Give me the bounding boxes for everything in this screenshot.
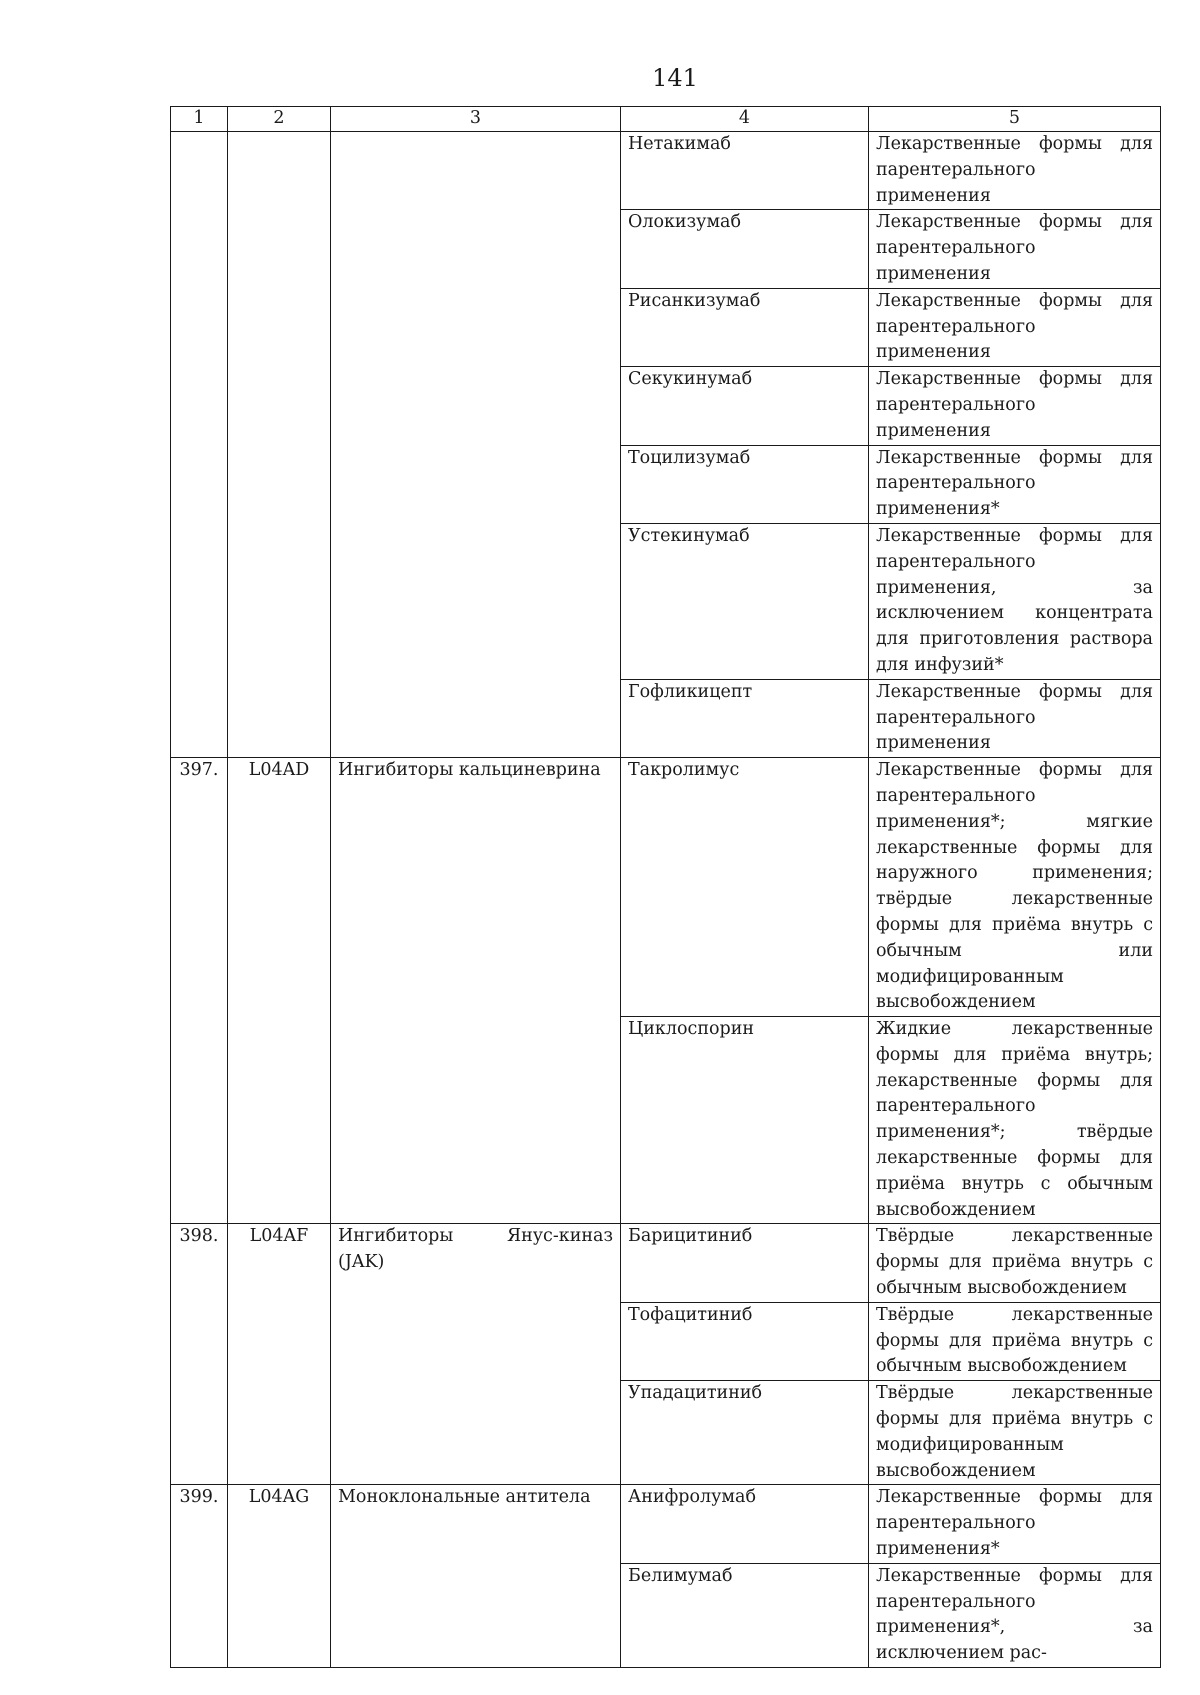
drug-name-cell: Тофацитиниб (621, 1302, 869, 1380)
group-name-cell: Ингибиторы кальциневрина (331, 758, 621, 1224)
drug-name-cell: Тоцилизумаб (621, 445, 869, 523)
column-number: 5 (869, 107, 1161, 132)
drug-name-cell: Циклоспорин (621, 1017, 869, 1224)
drug-name-cell: Барицитиниб (621, 1224, 869, 1302)
atc-code-cell: L04AF (228, 1224, 331, 1485)
drug-name-cell: Упадацитиниб (621, 1381, 869, 1485)
group-name-cell: Моноклональные антитела (331, 1485, 621, 1668)
atc-code-cell: L04AD (228, 758, 331, 1224)
column-number: 2 (228, 107, 331, 132)
drug-name-cell: Олокизумаб (621, 210, 869, 288)
drug-table (170, 106, 1161, 1668)
dosage-form-cell: Твёрдые лекарственные формы для приёма внутрь с обычным высвобождением (869, 1302, 1161, 1380)
dosage-form-cell: Твёрдые лекарственные формы для приёма внутрь с обычным высвобождением (869, 1224, 1161, 1302)
drug-name-cell: Секукинумаб (621, 367, 869, 445)
column-number: 3 (331, 107, 621, 132)
table-row (171, 132, 1161, 210)
atc-code-cell (228, 132, 331, 758)
group-name-cell (331, 132, 621, 758)
drug-name-cell: Устекинумаб (621, 523, 869, 679)
row-number-cell (171, 132, 228, 758)
column-number: 4 (621, 107, 869, 132)
column-number-row (171, 107, 1161, 132)
dosage-form-cell: Лекарственные формы для парентерального применения*, за исключением рас- (869, 1563, 1161, 1667)
row-number-cell: 399. (171, 1485, 228, 1668)
table-row (171, 1224, 1161, 1302)
dosage-form-cell: Твёрдые лекарственные формы для приёма внутрь с модифицированным высвобождением (869, 1381, 1161, 1485)
drug-name-cell: Рисанкизумаб (621, 288, 869, 366)
table-row (171, 1485, 1161, 1563)
dosage-form-cell: Лекарственные формы для парентерального применения* (869, 1485, 1161, 1563)
row-number-cell: 397. (171, 758, 228, 1224)
group-name-cell: Ингибиторы Янус-киназ (JAK) (331, 1224, 621, 1485)
dosage-form-cell: Жидкие лекарственные формы для приёма внутрь; лекарственные формы для парентерального применения*; твёрдые лекарственные формы для приёма внутрь с обычным высвобождением (869, 1017, 1161, 1224)
dosage-form-cell: Лекарственные формы для парентерального применения (869, 288, 1161, 366)
table-row (171, 758, 1161, 1017)
page-number: 141 (652, 64, 698, 92)
dosage-form-cell: Лекарственные формы для парентерального применения (869, 679, 1161, 757)
column-number: 1 (171, 107, 228, 132)
dosage-form-cell: Лекарственные формы для парентерального применения (869, 367, 1161, 445)
drug-name-cell: Нетакимаб (621, 132, 869, 210)
drug-name-cell: Анифролумаб (621, 1485, 869, 1563)
row-number-cell: 398. (171, 1224, 228, 1485)
drug-name-cell: Гофликицепт (621, 679, 869, 757)
dosage-form-cell: Лекарственные формы для парентерального применения (869, 132, 1161, 210)
dosage-form-cell: Лекарственные формы для парентерального применения*; мягкие лекарственные формы для наружного применения; твёрдые лекарственные формы для приёма внутрь с обычным или модифицированным высвобождением (869, 758, 1161, 1017)
dosage-form-cell: Лекарственные формы для парентерального применения, за исключением концентрата для приготовления раствора для инфузий* (869, 523, 1161, 679)
atc-code-cell: L04AG (228, 1485, 331, 1668)
drug-name-cell: Такролимус (621, 758, 869, 1017)
dosage-form-cell: Лекарственные формы для парентерального применения* (869, 445, 1161, 523)
drug-name-cell: Белимумаб (621, 1563, 869, 1667)
dosage-form-cell: Лекарственные формы для парентерального применения (869, 210, 1161, 288)
